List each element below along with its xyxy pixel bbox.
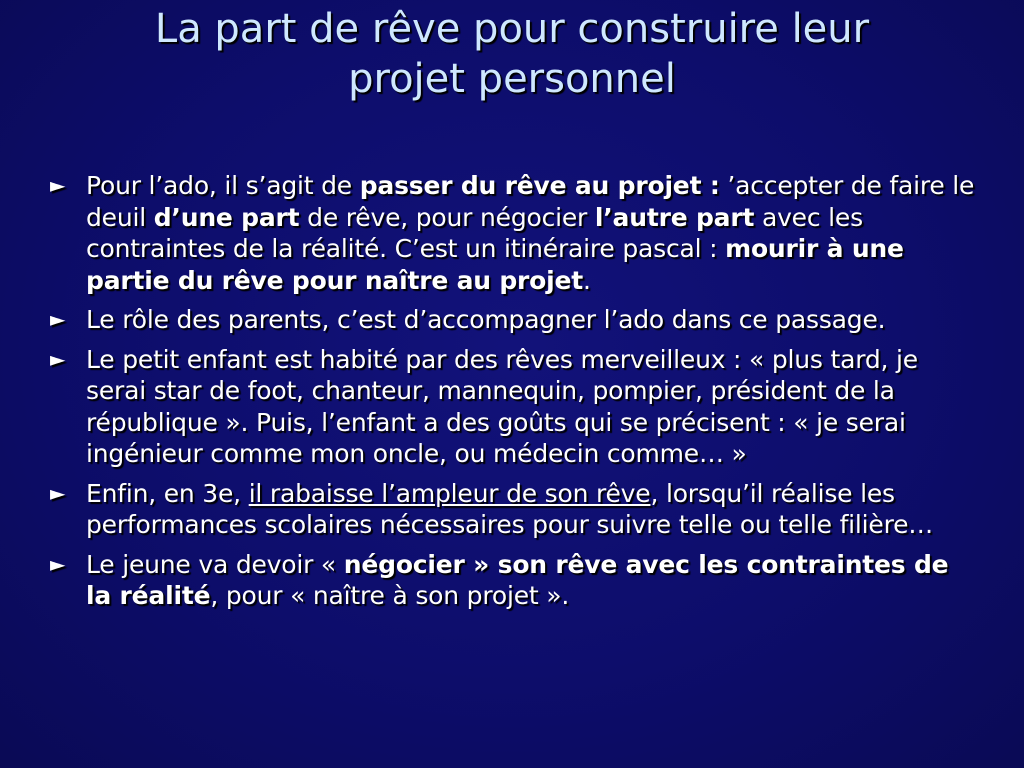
emphasis-text: l’autre part [594, 202, 755, 232]
slide-title-line-2: projet personnel [348, 56, 676, 102]
text-segment: Le rôle des parents, c’est d’accompagner l’ado dans ce passage. [86, 305, 886, 334]
bullet-arrow-icon: ► [50, 480, 66, 505]
slide-title-line-1: La part de rêve pour construire leur [154, 6, 870, 52]
emphasis-text: passer du rêve au projet : [359, 171, 720, 200]
text-segment: Le petit enfant est habité par des rêves merveilleux : « plus tard, je serai star de foot, chanteur, mannequin, pompier, président de la république ». Puis, l’enfant a des goûts qui se précisent : « je serai ingénieur comme mon oncle, ou médecin comme… » [86, 344, 918, 468]
bullet-arrow-icon: ► [50, 346, 66, 371]
bullet-item-3 [50, 344, 980, 470]
text-segment: Le jeune va devoir « [86, 549, 344, 579]
slide-title [20, 4, 1004, 104]
bullet-arrow-icon: ► [50, 173, 66, 197]
bullet-text [86, 171, 974, 295]
text-segment: . [583, 265, 591, 295]
bullet-item-2 [50, 304, 980, 336]
bullet-text [86, 550, 948, 611]
text-segment: Pour l’ado, il s’agit de [86, 171, 360, 200]
emphasis-text: d’une part [153, 202, 300, 232]
bullet-arrow-icon: ► [50, 307, 66, 331]
text-segment: avec les contraintes de la réalité. C’est un itinéraire pascal : [86, 202, 863, 263]
bullet-text [86, 479, 933, 540]
underlined-text: il rabaisse l’ampleur de son rêve [248, 478, 651, 508]
text-segment: ’accepter de faire le deuil [86, 171, 975, 232]
text-segment: , lorsqu’il réalise les performances scolaires nécessaires pour suivre telle ou telle filière… [86, 478, 934, 539]
text-segment: Enfin, en 3e, [86, 478, 249, 508]
bullet-text [86, 305, 885, 334]
bullet-arrow-icon: ► [50, 551, 66, 576]
text-segment: de rêve, pour négocier [299, 202, 595, 232]
text-segment: , pour « naître à son projet ». [210, 581, 570, 610]
bullet-item-4 [50, 478, 980, 541]
bullet-item-5 [50, 549, 980, 612]
bullet-list [50, 170, 980, 620]
bullet-text [86, 345, 918, 469]
emphasis-text: mourir à une partie du rêve pour naître au projet [86, 234, 904, 295]
bullet-item-1 [50, 170, 980, 296]
emphasis-text: négocier » son rêve avec les contraintes de la réalité [86, 549, 949, 610]
